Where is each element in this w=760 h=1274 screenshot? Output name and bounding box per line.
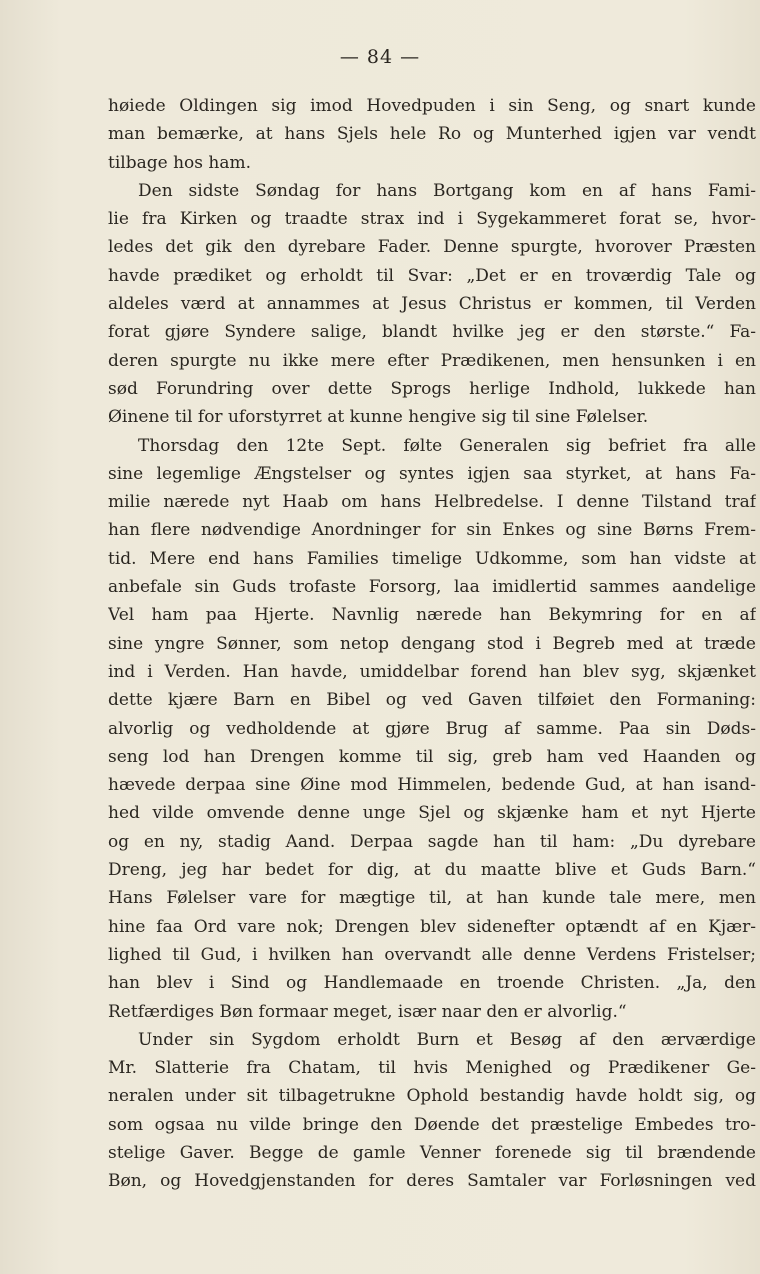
text-line: stelige Gaver. Begge de gamle Venner forenede sig til brændende (108, 1142, 756, 1163)
text-line: Øinene til for uforstyrret at kunne hengive sig til sine Følelser. (108, 407, 649, 428)
text-line: Hans Følelser vare for mægtige til, at han kunde tale mere, men (108, 888, 756, 909)
text-line: seng lod han Drengen komme til sig, greb ham ved Haanden og (108, 746, 756, 767)
text-line: Under sin Sygdom erholdt Burn et Besøg af den ærværdige (138, 1029, 756, 1050)
text-line: Den sidste Søndag for hans Bortgang kom en af hans Fami- (138, 180, 756, 201)
text-line: forat gjøre Syndere salige, blandt hvilke jeg er den største.“ Fa- (108, 322, 756, 343)
text-line: lie fra Kirken og traadte strax ind i Sygekammeret forat se, hvor- (108, 209, 756, 230)
text-line: tilbage hos ham. (108, 152, 251, 173)
text-line: Dreng, jeg har bedet for dig, at du maatte blive et Guds Barn.“ (108, 860, 756, 881)
text-line: alvorlig og vedholdende at gjøre Brug af samme. Paa sin Døds- (108, 718, 756, 739)
text-line: ind i Verden. Han havde, umiddelbar forend han blev syg, skjænket (108, 661, 756, 682)
text-line: Retfærdiges Bøn formaar meget, især naar den er alvorlig.“ (108, 1001, 627, 1022)
text-line: lighed til Gud, i hvilken han overvandt alle denne Verdens Fristelser; (108, 944, 756, 965)
text-line: tid. Mere end hans Families timelige Udkomme, som han vidste at (108, 548, 756, 569)
text-line: dette kjære Barn en Bibel og ved Gaven tilføiet den Formaning: (108, 690, 756, 711)
text-line: høiede Oldingen sig imod Hovedpuden i sin Seng, og snart kunde (108, 96, 756, 116)
text-line: Vel ham paa Hjerte. Navnlig nærede han Bekymring for en af (108, 605, 756, 626)
text-line: hine faa Ord vare nok; Drengen blev sidenefter optændt af en Kjær- (108, 916, 756, 937)
text-line: han blev i Sind og Handlemaade en troende Christen. „Ja, den (108, 973, 756, 994)
text-line: havde prædiket og erholdt til Svar: „Det er en troværdig Tale og (108, 265, 756, 286)
text-line: sine legemlige Ængstelser og syntes igjen saa styrket, at hans Fa- (108, 463, 756, 484)
text-line: hævede derpaa sine Øine mod Himmelen, bedende Gud, at han isand- (108, 775, 756, 796)
text-line: Thorsdag den 12te Sept. følte Generalen sig befriet fra alle (138, 435, 756, 456)
text-line: sine yngre Sønner, som netop dengang stod i Begreb med at træde (108, 633, 756, 654)
text-line: sød Forundring over dette Sprogs herlige Indhold, lukkede han (108, 378, 756, 399)
text-line: man bemærke, at hans Sjels hele Ro og Munterhed igjen var vendt (108, 124, 756, 145)
text-line: Bøn, og Hovedgjenstanden for deres Samtaler var Forløsningen ved (108, 1171, 756, 1192)
text-line: deren spurgte nu ikke mere efter Prædikenen, men hensunken i en (108, 350, 756, 371)
text-line: Mr. Slatterie fra Chatam, til hvis Menighed og Prædikener Ge- (108, 1058, 756, 1079)
text-line: milie nærede nyt Haab om hans Helbredelse. I denne Tilstand traf (108, 492, 756, 513)
text-line: og en ny, stadig Aand. Derpaa sagde han til ham: „Du dyrebare (108, 831, 756, 852)
text-line: ledes det gik den dyrebare Fader. Denne spurgte, hvorover Præsten (108, 237, 756, 258)
body-text (108, 92, 756, 1196)
text-line: anbefale sin Guds trofaste Forsorg, laa imidlertid sammes aandelige (108, 577, 756, 598)
text-line: som ogsaa nu vilde bringe den Døende det præstelige Embedes tro- (108, 1114, 756, 1135)
text-line: aldeles værd at annammes at Jesus Christus er kommen, til Verden (108, 294, 756, 315)
text-line: neralen under sit tilbagetrukne Ophold bestandig havde holdt sig, og (108, 1086, 756, 1107)
page-number: — 84 — (339, 46, 421, 68)
text-line: han flere nødvendige Anordninger for sin Enkes og sine Børns Frem- (108, 520, 756, 541)
text-line: hed vilde omvende denne unge Sjel og skjænke ham et nyt Hjerte (108, 803, 756, 824)
